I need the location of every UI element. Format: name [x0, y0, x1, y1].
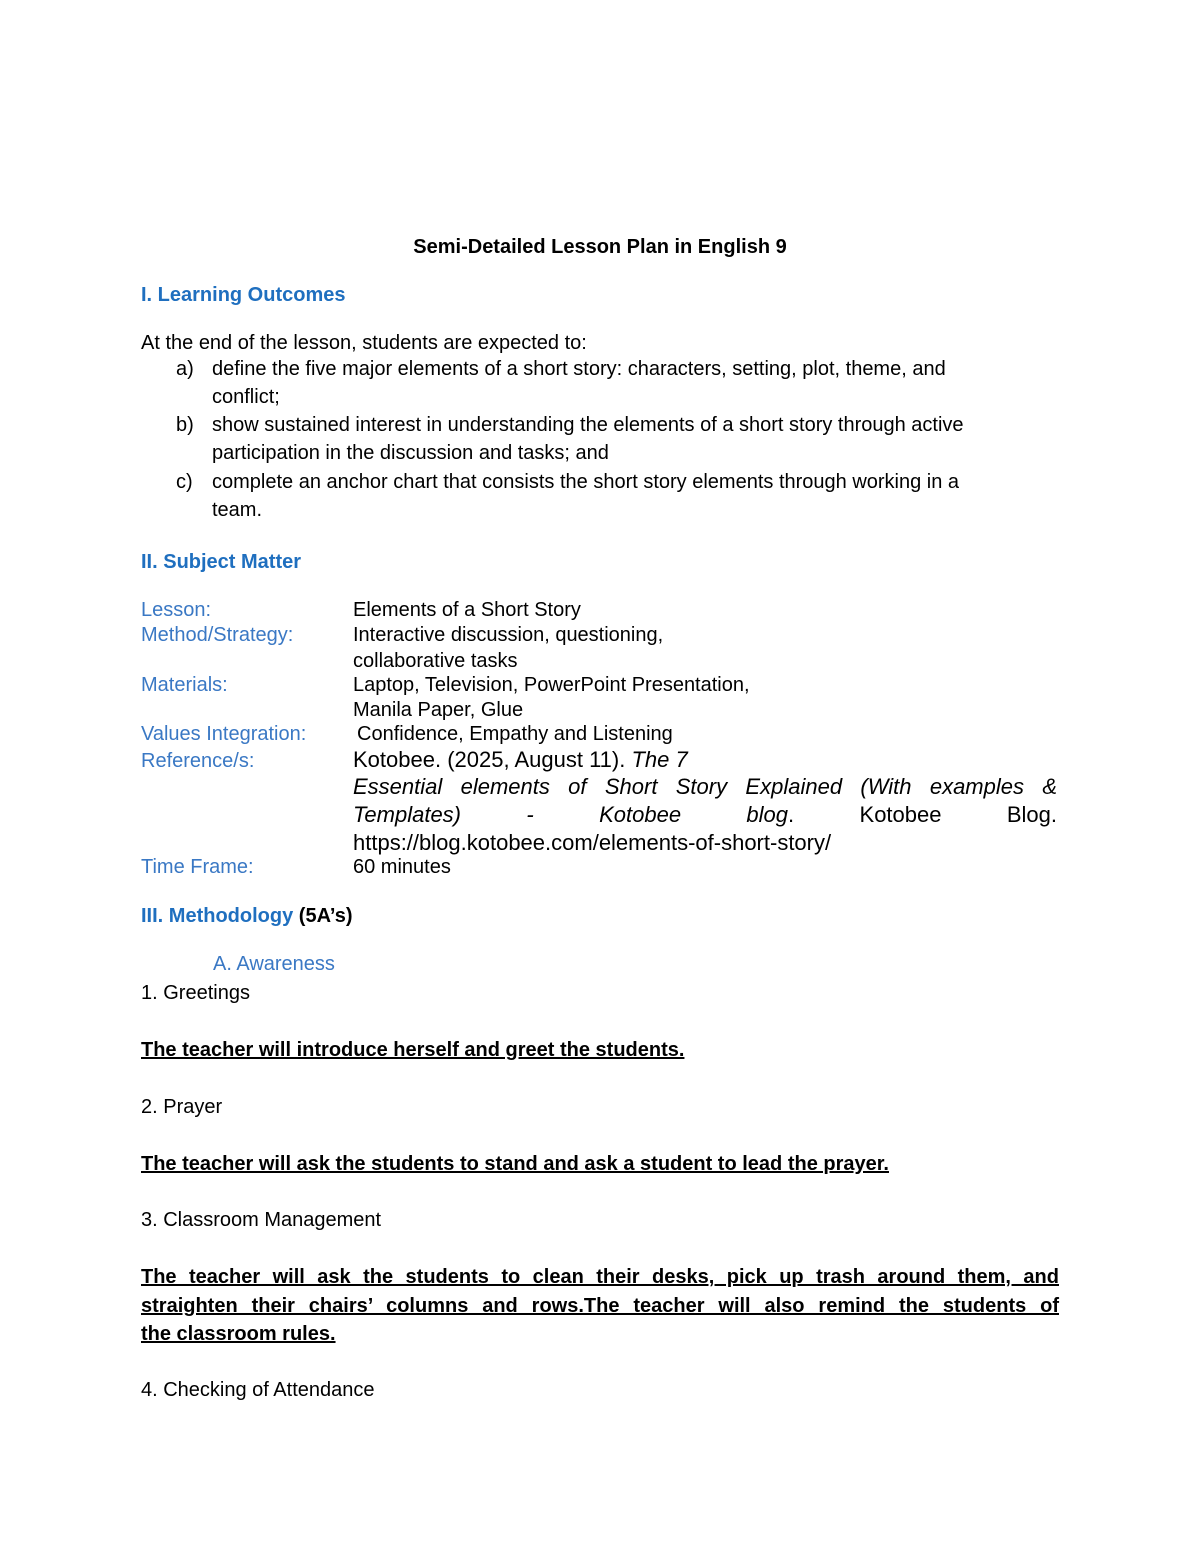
- objective-label: b): [176, 414, 194, 436]
- methodology-heading-text: III. Methodology: [141, 905, 294, 927]
- materials-value: Laptop, Television, PowerPoint Presentation,: [353, 674, 750, 696]
- methodology-heading-suffix: (5A’s): [298, 905, 353, 927]
- reference-label: Reference/s:: [141, 750, 255, 772]
- lesson-label: Lesson:: [141, 599, 212, 621]
- reference-citation: Kotobee. (2025, August 11).: [353, 747, 626, 772]
- objective-label: c): [176, 471, 193, 493]
- method-label: Method/Strategy:: [141, 624, 294, 646]
- step-classroom-management-note-continued: straighten their chairs’ columns and rows.The teacher will also remind the students of: [141, 1295, 1059, 1317]
- reference-source: [353, 804, 1057, 826]
- method-value-continued: collaborative tasks: [353, 650, 518, 672]
- methodology-heading: [141, 906, 353, 926]
- step-prayer: 2. Prayer: [141, 1096, 223, 1118]
- time-frame-value: 60 minutes: [353, 856, 451, 878]
- reference-title-start: The 7: [631, 747, 688, 772]
- step-classroom-management-note: The teacher will ask the students to clean their desks, pick up trash around them, and: [141, 1266, 1059, 1288]
- values-integration-value: Confidence, Empathy and Listening: [357, 723, 673, 745]
- subject-matter-heading: II. Subject Matter: [141, 551, 302, 573]
- reference-url: https://blog.kotobee.com/elements-of-short-story/: [353, 830, 832, 855]
- objective-label: a): [176, 358, 194, 380]
- values-integration-label: Values Integration:: [141, 723, 307, 745]
- reference-title-end: Templates) - Kotobee blog: [353, 802, 789, 827]
- objectives-intro: At the end of the lesson, students are expected to:: [141, 332, 587, 354]
- reference-title: Essential elements of Short Story Explained (With examples &: [353, 774, 1057, 799]
- page-title: Semi-Detailed Lesson Plan in English 9: [413, 236, 787, 258]
- method-value: Interactive discussion, questioning,: [353, 624, 664, 646]
- objective-text-continued: team.: [212, 499, 263, 521]
- objective-text: show sustained interest in understanding the elements of a short story through active: [212, 414, 964, 436]
- step-checking-attendance: 4. Checking of Attendance: [141, 1379, 375, 1401]
- reference-value: [353, 749, 688, 771]
- step-prayer-note: The teacher will ask the students to stand and ask a student to lead the prayer.: [141, 1153, 889, 1175]
- step-greetings-note: The teacher will introduce herself and greet the students.: [141, 1039, 685, 1061]
- objective-text: complete an anchor chart that consists the short story elements through working in a: [212, 471, 960, 493]
- objective-text-continued: participation in the discussion and tasks; and: [212, 442, 609, 464]
- reference-publisher: . Kotobee Blog.: [788, 802, 1058, 827]
- step-classroom-management: 3. Classroom Management: [141, 1209, 382, 1231]
- lesson-value: Elements of a Short Story: [353, 599, 581, 621]
- learning-outcomes-heading: I. Learning Outcomes: [141, 284, 346, 306]
- materials-value-continued: Manila Paper, Glue: [353, 699, 524, 721]
- awareness-subheading: A. Awareness: [213, 953, 335, 975]
- objective-text-continued: conflict;: [212, 386, 280, 408]
- time-frame-label: Time Frame:: [141, 856, 254, 878]
- step-classroom-management-note-end: the classroom rules.: [141, 1323, 336, 1345]
- materials-label: Materials:: [141, 674, 228, 696]
- objective-text: define the five major elements of a short story: characters, setting, plot, theme, and: [212, 358, 946, 380]
- step-greetings: 1. Greetings: [141, 982, 250, 1004]
